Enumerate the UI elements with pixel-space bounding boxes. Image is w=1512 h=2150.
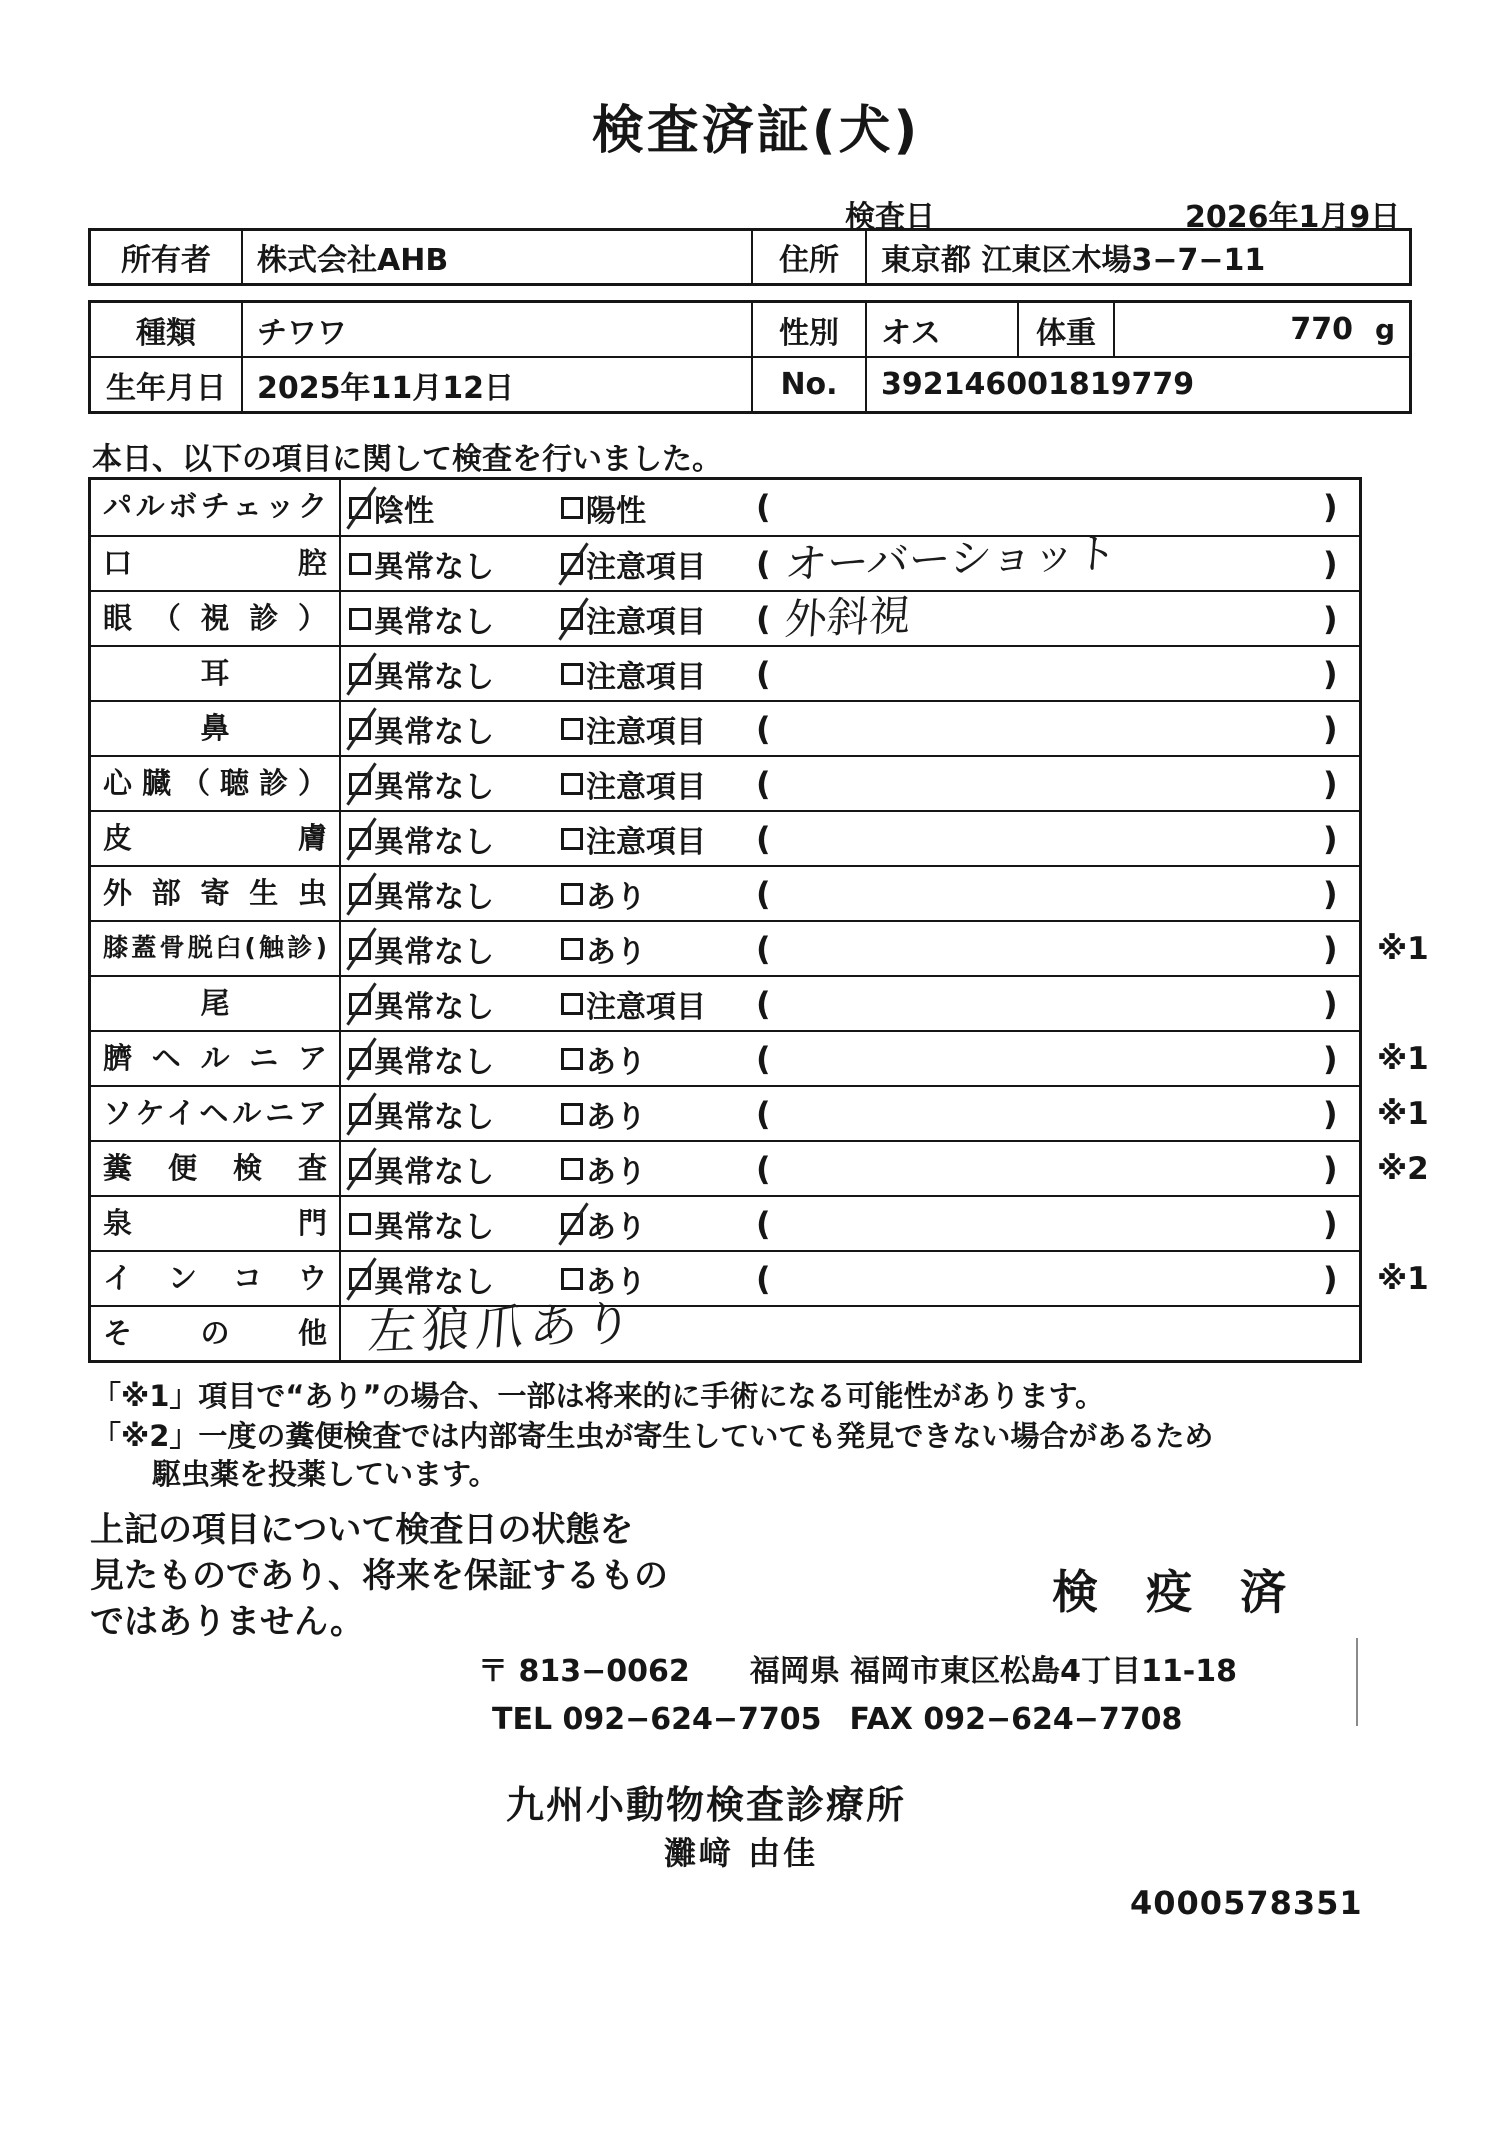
paren-open-mark: ( [756,488,771,526]
owner-row [91,231,1409,283]
number-label: No. [751,358,865,411]
check-slash-mark [346,762,376,805]
option-label: 異常なし [374,989,494,1025]
check-slash-mark [346,1147,376,1190]
checklist-option [349,1087,494,1140]
checkbox-checked [349,663,371,685]
checklist-option [561,1087,646,1140]
paren-open-mark: ( [756,1150,771,1188]
checkbox-checked [349,497,371,519]
checklist-option [349,537,494,590]
checklist-option [349,1142,494,1195]
checkbox-checked [349,1268,371,1290]
option-label: 陽性 [586,493,646,529]
check-slash-mark [558,597,588,640]
paren-close-mark: ) [1323,600,1338,638]
checklist-option [561,867,646,920]
paren-open-mark: ( [756,710,771,748]
checklist-item-label: 眼（視診） [91,592,341,645]
paren-close-mark: ) [1323,1205,1338,1243]
checkbox-unchecked [561,663,583,685]
checklist-item-label: 外部寄生虫 [91,867,341,920]
check-slash-mark [558,542,588,585]
option-label: 異常なし [374,1154,494,1190]
paren-open-mark: ( [756,1205,771,1243]
checklist-table [88,477,1429,1363]
checklist-row [91,810,1359,865]
paren-close-mark: ) [1323,545,1338,583]
checklist-row [91,1250,1429,1305]
paren-open-mark: ( [756,985,771,1023]
checklist-option [561,647,706,700]
checklist-option [349,922,494,975]
clinic-address-line [478,1646,1237,1690]
option-label: 異常なし [374,1209,494,1245]
checkbox-checked [349,1158,371,1180]
checklist-item-label: 皮膚 [91,812,341,865]
checklist-item-label: インコウ [91,1252,341,1305]
checklist-option [349,647,494,700]
checklist-row [91,1195,1359,1250]
inspection-date-value: 2026年1月9日 [1185,200,1401,235]
checklist-row [91,920,1429,975]
option-label: 異常なし [374,549,494,585]
option-label: 陰性 [374,493,434,529]
option-label: あり [586,1099,646,1135]
sex-label: 性別 [751,303,865,356]
checkbox-unchecked [561,718,583,740]
check-slash-mark [346,1257,376,1300]
check-slash-mark [558,1202,588,1245]
checklist-item-label: 糞便検査 [91,1142,341,1195]
paren-open-mark: ( [756,600,771,638]
checkbox-unchecked [561,1158,583,1180]
checklist-row [91,1295,1359,1361]
checkbox-unchecked [561,883,583,905]
checklist-row [91,755,1359,810]
checklist-row [91,865,1359,920]
paren-open-mark: ( [756,1095,771,1133]
footnote-reference: ※2 [1377,1151,1429,1187]
species-value: チワワ [241,303,751,356]
checklist-item-label: ソケイヘルニア [91,1087,341,1140]
paren-open-mark: ( [756,1040,771,1078]
disclaimer-line-3: ではありません。 [90,1602,365,1642]
checklist-option [349,977,494,1030]
checkbox-checked [349,883,371,905]
option-label: 注意項目 [586,989,706,1025]
paren-open-mark: ( [756,545,771,583]
checklist-item-label: 尾 [91,977,341,1030]
check-slash-mark [346,1037,376,1080]
paren-open-mark: ( [756,820,771,858]
clinic-postal-code: 〒 813−0062 [478,1654,690,1689]
quarantine-stamp: 検 疫 済 [1052,1565,1303,1619]
check-slash-mark [346,652,376,695]
checklist-option [561,592,706,645]
checklist-item-label: 心臓（聴診） [91,757,341,810]
checkbox-unchecked [349,608,371,630]
checklist-option [561,977,706,1030]
checklist-item-label: パルボチェック [91,480,341,535]
check-slash-mark [346,486,376,529]
clinic-address: 福岡県 福岡市東区松島4丁目11-18 [749,1654,1237,1689]
option-label: 異常なし [374,604,494,640]
handwritten-note: オーバーショット [783,528,1119,589]
checkbox-checked [349,993,371,1015]
checkbox-checked [349,773,371,795]
checklist-option [561,812,706,865]
checkbox-unchecked [561,828,583,850]
checklist-row [91,590,1359,645]
checklist-item-label: 臍ヘルニア [91,1032,341,1085]
option-label: 異常なし [374,824,494,860]
clinic-name: 九州小動物検査診療所 [506,1783,907,1827]
paren-close-mark: ) [1323,875,1338,913]
checklist-item-label: 耳 [91,647,341,700]
checklist-item-label: その他 [91,1307,341,1360]
paren-close-mark: ) [1323,1150,1338,1188]
birthdate-value: 2025年11月12日 [241,358,751,411]
check-slash-mark [346,982,376,1025]
address-value: 東京都 江東区木場3−7−11 [865,231,1409,283]
checkbox-checked [349,718,371,740]
checkbox-unchecked [561,1048,583,1070]
paren-close-mark: ) [1323,985,1338,1023]
checklist-option [349,592,494,645]
checkbox-unchecked [561,773,583,795]
birth-row [91,356,1409,411]
paren-open-mark: ( [756,765,771,803]
address-label: 住所 [751,231,865,283]
footnote-2-continued: 駆虫薬を投薬しています。 [152,1457,498,1491]
checklist-option [561,1197,646,1250]
checkbox-checked [349,938,371,960]
veterinarian-name: 灘﨑 由佳 [664,1834,819,1872]
owner-label: 所有者 [121,243,211,278]
option-label: 注意項目 [586,659,706,695]
checklist-option [349,480,434,535]
check-slash-mark [346,707,376,750]
disclaimer-line-2: 見たものであり、将来を保証するもの [90,1556,668,1596]
option-label: 異常なし [374,934,494,970]
checklist-option [561,480,646,535]
checklist-option [561,1032,646,1085]
check-slash-mark [346,872,376,915]
paren-close-mark: ) [1323,655,1338,693]
option-label: 注意項目 [586,714,706,750]
option-label: 注意項目 [586,549,706,585]
weight-cell [1113,303,1409,356]
checklist-row [91,1140,1429,1195]
page-title: 検査済証(犬) [591,101,921,161]
clinic-tel: TEL 092−624−7705 [492,1702,822,1737]
birthdate-label: 生年月日 [106,370,226,406]
owner-table [88,228,1412,286]
paren-close-mark: ) [1323,1095,1338,1133]
weight-unit: g [1374,313,1395,346]
checklist-option [561,922,646,975]
checklist-option [561,702,706,755]
checklist-option [561,537,706,590]
option-label: 異常なし [374,1264,494,1300]
option-label: 異常なし [374,879,494,915]
checkbox-unchecked [561,1103,583,1125]
paren-close-mark: ) [1323,710,1338,748]
weight-label: 体重 [1017,303,1113,356]
option-label: 注意項目 [586,769,706,805]
checklist-row [91,645,1359,700]
option-label: 注意項目 [586,604,706,640]
checklist-option [349,757,494,810]
handwritten-note: 左狼爪あり [366,1295,640,1361]
species-row [91,303,1409,356]
option-label: 異常なし [374,659,494,695]
option-label: 異常なし [374,1099,494,1135]
serial-number: 4000578351 [1130,1884,1363,1922]
footnote-2: 「※2」一度の糞便検査では内部寄生虫が寄生していても発見できない場合があるため [92,1419,1214,1453]
checkbox-checked [561,1213,583,1235]
inspection-date-label: 検査日 [845,200,935,235]
scan-artifact-line [1356,1638,1358,1726]
paren-close-mark: ) [1323,765,1338,803]
checkbox-unchecked [561,497,583,519]
paren-close-mark: ) [1323,488,1338,526]
checklist-row [91,480,1359,535]
animal-table [88,300,1412,414]
option-label: あり [586,1044,646,1080]
paren-close-mark: ) [1323,1040,1338,1078]
paren-open-mark: ( [756,930,771,968]
option-label: 異常なし [374,714,494,750]
footnote-reference: ※1 [1377,1096,1429,1132]
check-slash-mark [346,817,376,860]
intro-sentence: 本日、以下の項目に関して検査を行いました。 [92,442,722,477]
check-slash-mark [346,1092,376,1135]
weight-value: 770 [1290,312,1353,347]
checklist-row [91,528,1359,590]
checklist-option [349,1252,494,1305]
option-label: あり [586,879,646,915]
checklist-option [349,1197,494,1250]
owner-value: 株式会社AHB [241,231,751,283]
checklist-option [349,812,494,865]
paren-open-mark: ( [756,655,771,693]
clinic-phone-line [492,1702,1182,1737]
checklist-option [561,757,706,810]
paren-close-mark: ) [1323,820,1338,858]
option-label: あり [586,1264,646,1300]
checklist-option [349,1032,494,1085]
checkbox-unchecked [349,1213,371,1235]
paren-open-mark: ( [756,875,771,913]
checkbox-checked [349,1103,371,1125]
option-label: 異常なし [374,769,494,805]
paren-close-mark: ) [1323,930,1338,968]
handwritten-note: 外斜視 [783,590,913,644]
number-value: 392146001819779 [865,358,1409,411]
check-slash-mark [346,927,376,970]
footnote-reference: ※1 [1377,931,1429,967]
option-label: あり [586,934,646,970]
option-label: 異常なし [374,1044,494,1080]
clinic-fax: FAX 092−624−7708 [849,1702,1183,1737]
disclaimer-line-1: 上記の項目について検査日の状態を [90,1510,634,1550]
checkbox-unchecked [561,938,583,960]
checklist-item-label: 鼻 [91,702,341,755]
checkbox-unchecked [349,553,371,575]
option-label: 注意項目 [586,824,706,860]
checklist-item-label: 膝蓋骨脱臼(触診) [91,922,341,975]
paren-close-mark: ) [1323,1260,1338,1298]
checkbox-unchecked [561,1268,583,1290]
option-label: あり [586,1209,646,1245]
sex-value: オス [865,303,1017,356]
checkbox-checked [561,553,583,575]
checkbox-unchecked [561,993,583,1015]
checkbox-checked [349,1048,371,1070]
footnote-1: 「※1」項目で“あり”の場合、一部は将来的に手術になる可能性があります。 [92,1379,1105,1413]
checklist-row [91,975,1359,1030]
checkbox-checked [349,828,371,850]
footnote-reference: ※1 [1377,1041,1429,1077]
checklist-row [91,1085,1429,1140]
checklist-option [349,867,494,920]
checklist-option [349,702,494,755]
checklist-row [91,1030,1429,1085]
footnote-reference: ※1 [1377,1261,1429,1297]
species-label: 種類 [136,315,196,351]
paren-open-mark: ( [756,1260,771,1298]
checkbox-checked [561,608,583,630]
checklist-option [561,1142,646,1195]
option-label: あり [586,1154,646,1190]
checklist-item-label: 口腔 [91,537,341,590]
checklist-row [91,700,1359,755]
checklist-item-label: 泉門 [91,1197,341,1250]
